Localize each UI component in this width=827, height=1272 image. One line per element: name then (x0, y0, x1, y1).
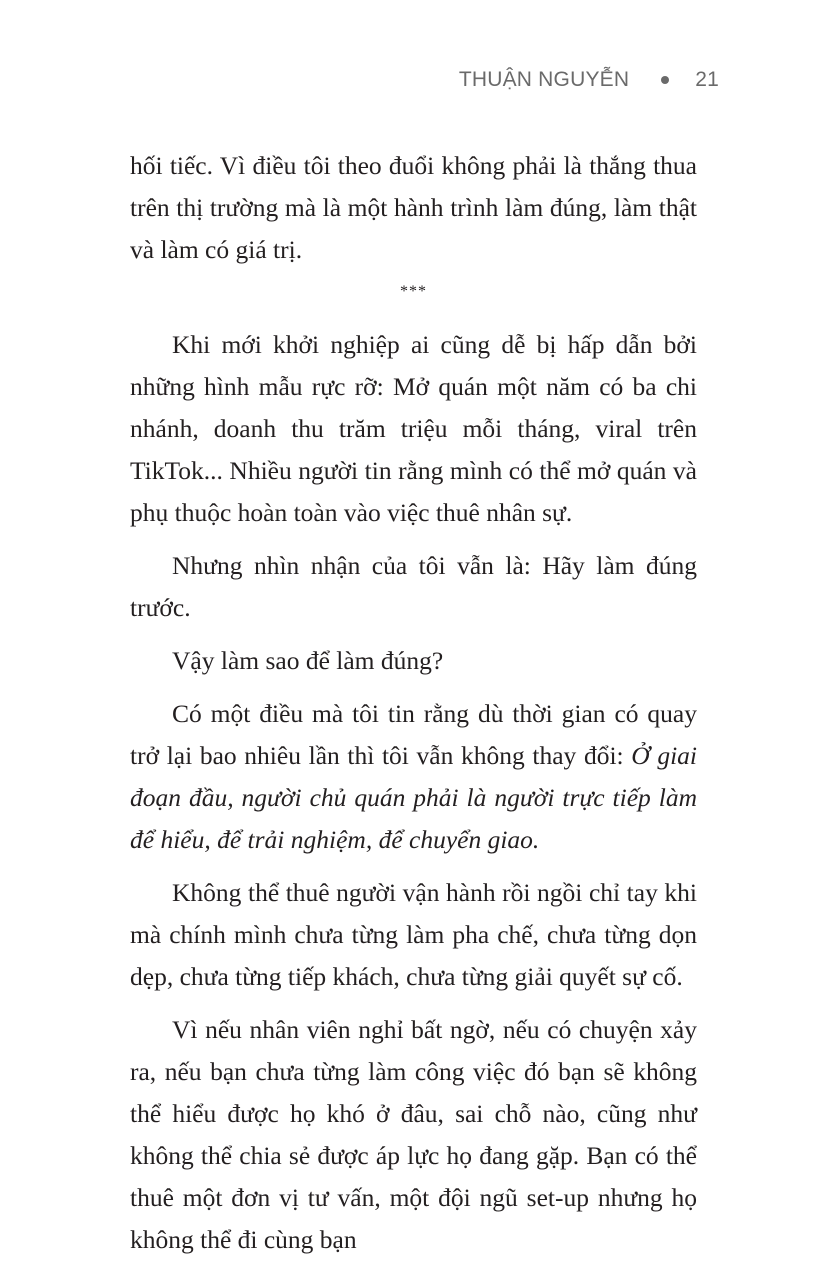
paragraph: Khi mới khởi nghiệp ai cũng dễ bị hấp dẫn bởi những hình mẫu rực rỡ: Mở quán một năm có ba chi nhánh, doanh thu trăm triệu mỗi tháng, viral trên TikTok... Nhiều người tin rằng mình có thể mở quán và phụ thuộc hoàn toàn vào việc thuê nhân sự. (130, 330, 697, 527)
paragraph: Nhưng nhìn nhận của tôi vẫn là: Hãy làm đúng trước. (130, 551, 697, 622)
bullet-separator (661, 76, 669, 84)
paragraph: Vì nếu nhân viên nghỉ bất ngờ, nếu có chuyện xảy ra, nếu bạn chưa từng làm công việc đó bạn sẽ không thể hiểu được họ khó ở đâu, sai chỗ nào, cũng như không thể chia sẻ được áp lực họ đang gặp. Bạn có thể thuê một đơn vị tư vấn, một đội ngũ set-up nhưng họ không thể đi cùng bạn (130, 1015, 697, 1254)
author-name: THUẬN NGUYỄN (458, 68, 630, 91)
paragraph-continued: hối tiếc. Vì điều tôi theo đuổi không phải là thắng thua trên thị trường mà là một hành trình làm đúng, làm thật và làm có giá trị. (130, 151, 697, 264)
paragraph: Không thể thuê người vận hành rồi ngồi chỉ tay khi mà chính mình chưa từng làm pha chế, chưa từng dọn dẹp, chưa từng tiếp khách, chưa từng giải quyết sự cố. (130, 878, 697, 991)
page-number: 21 (695, 68, 719, 91)
paragraph-text: Có một điều mà tôi tin rằng dù thời gian có quay trở lại bao nhiêu lần thì tôi vẫn không thay đổi: (130, 699, 697, 770)
running-header (459, 68, 719, 92)
italic-emphasis: Ở giai đoạn đầu, người chủ quán phải là người trực tiếp làm để hiểu, để trải nghiệm, để chuyển giao. (130, 741, 697, 854)
paragraph (130, 693, 697, 861)
page-body (130, 145, 697, 1272)
paragraph: Vậy làm sao để làm đúng? (172, 646, 444, 675)
section-separator: *** (400, 283, 427, 300)
